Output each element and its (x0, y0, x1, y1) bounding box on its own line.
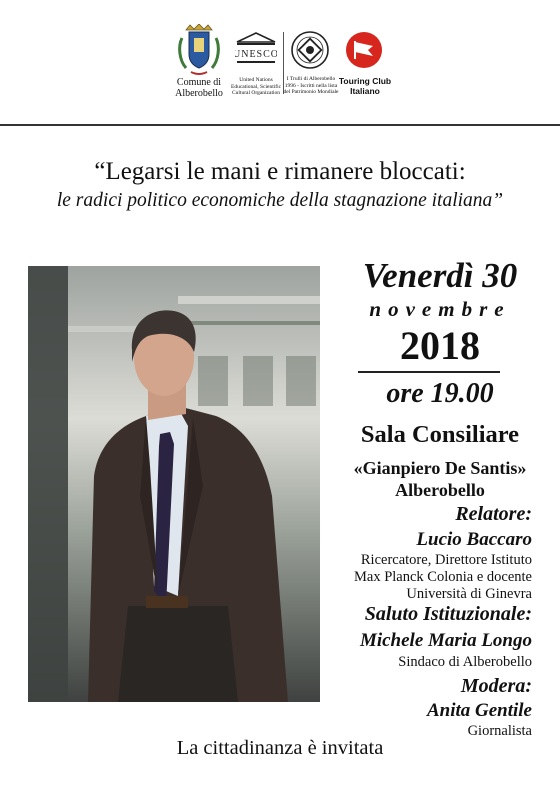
event-time: ore 19.00 (386, 378, 494, 409)
saluto-name: Michele Maria Longo (359, 630, 532, 651)
trulli-line1: I Trulli di Alberobello (286, 76, 336, 82)
header-divider (0, 124, 560, 126)
event-day: Venerdì 30 (362, 256, 518, 295)
relatore-description (354, 552, 532, 603)
world-heritage-emblem-icon (290, 30, 330, 70)
relatore-label: Relatore: (455, 503, 532, 525)
event-month: novembre (369, 297, 511, 321)
svg-text:UNESCO: UNESCO (235, 49, 277, 60)
relatore-desc-line2: Max Planck Colonia e docente (354, 569, 532, 585)
unesco-line3: Cultural Organization (231, 90, 280, 96)
comune-line2: Alberobello (175, 88, 223, 99)
modera-label: Modera: (460, 675, 532, 697)
comune-crest-logo (176, 24, 222, 76)
trulli-label (283, 76, 339, 96)
event-venue-name: «Gianpiero De Santis» (353, 458, 527, 478)
trulli-line2: 1996 - Iscritti nella lista (284, 82, 338, 89)
unesco-line1: United Nations (239, 77, 273, 83)
relatore-desc-line3: Università di Ginevra (406, 586, 532, 602)
date-divider (358, 371, 500, 373)
touring-label (336, 76, 394, 96)
saluto-description: Sindaco di Alberobello (398, 654, 532, 670)
unesco-label (226, 77, 286, 97)
event-venue: Sala Consiliare (360, 421, 520, 448)
unesco-line2: Educational, Scientific (230, 83, 282, 90)
event-title: “Legarsi le mani e rimanere bloccati: (94, 158, 466, 185)
touring-line1: Touring Club (338, 76, 392, 86)
event-city: Alberobello (395, 480, 485, 500)
invitation-footer: La cittadinanza è invitata (176, 737, 384, 759)
event-year: 2018 (400, 323, 480, 368)
touring-club-logo (346, 32, 382, 68)
trulli-line3: del Patrimonio Mondiale (283, 89, 339, 95)
event-subtitle: le radici politico economiche della stagnazione italiana” (56, 190, 504, 211)
modera-name: Anita Gentile (426, 700, 532, 721)
touring-line2: Italiano (350, 86, 380, 96)
relatore-desc-line1: Ricercatore, Direttore Istituto (360, 552, 532, 568)
logo-bar (0, 0, 560, 120)
modera-description: Giornalista (467, 723, 532, 739)
comune-line1: Comune di (176, 77, 222, 88)
relatore-name: Lucio Baccaro (416, 529, 532, 550)
unesco-temple-logo (235, 32, 277, 66)
speaker-photo (28, 266, 320, 702)
saluto-label: Saluto Istituzionale: (364, 603, 532, 625)
